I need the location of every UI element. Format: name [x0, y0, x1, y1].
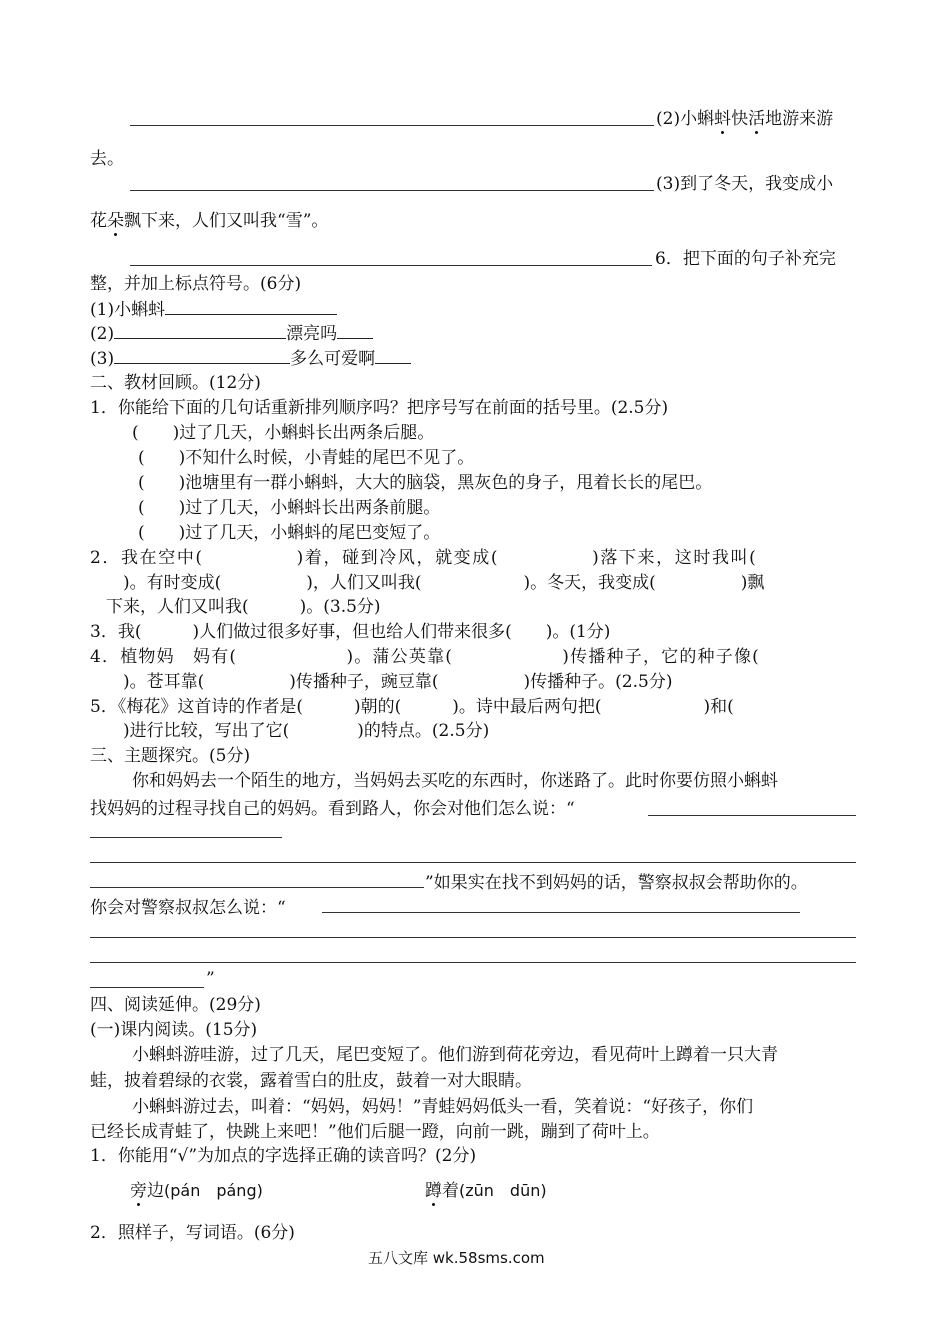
answer-line[interactable] — [90, 987, 204, 988]
dotted-char: 旁 — [130, 1181, 147, 1201]
answer-line[interactable] — [90, 837, 282, 838]
q6-sentence-3 — [90, 347, 411, 370]
s2-q5-cont: )进行比较，写出了它( )的特点。(2.5分) — [106, 721, 490, 741]
s3-paragraph: ”如果实在找不到妈妈的话，警察叔叔会帮助你的。 — [425, 873, 808, 893]
sentence-text: (2) — [90, 324, 115, 344]
blank[interactable] — [165, 298, 337, 315]
item-label: (2) — [656, 109, 681, 129]
text: 地游来游 — [765, 109, 834, 129]
s4-q1: 1．你能用“√”为加点的字选择正确的读音吗？(2分) — [90, 1146, 477, 1166]
q6-sentence-1 — [90, 298, 337, 321]
q6-title-cont: 整，并加上标点符号。(6分) — [90, 274, 302, 294]
text: 快 — [731, 109, 749, 129]
answer-line[interactable] — [322, 912, 800, 913]
s2-q2: 2．我在空中( )着，碰到冷风，就变成( )落下来，这时我叫( — [90, 548, 758, 568]
s2-q1-option: ( )过了几天，小蝌蚪的尾巴变短了。 — [138, 523, 441, 543]
s2-q1-option: ( )过了几天，小蝌蚪长出两条后腿。 — [132, 423, 435, 443]
q6-sentence-2 — [90, 322, 373, 345]
dotted-char: 活 — [748, 109, 766, 129]
sentence-text: 多么可爱啊 — [290, 349, 376, 369]
s4-passage: 小蝌蚪游过去，叫着：“妈妈，妈妈！”青蛙妈妈低头一看，笑着说：“好孩子，你们 — [132, 1097, 754, 1117]
item-3: (3)到了冬天，我变成小 — [656, 174, 834, 194]
answer-line[interactable] — [648, 815, 856, 816]
item-3-cont — [90, 210, 328, 232]
section-4-title: 四、阅读延伸。(29分) — [90, 995, 261, 1015]
answer-line[interactable] — [90, 937, 856, 938]
s2-q2-cont: )。有时变成( )，人们又叫我( )。冬天，我变成( )飘 — [106, 573, 765, 593]
s4-q2: 2．照样子，写词语。(6分) — [90, 1223, 295, 1243]
dotted-char: 朵 — [107, 211, 124, 231]
sentence-text: 漂亮吗 — [286, 324, 338, 344]
s2-q4: 4．植物妈 妈有( )。蒲公英靠( )传播种子，它的种子像( — [90, 647, 760, 667]
answer-line[interactable] — [90, 887, 424, 888]
s2-q4-cont: )。苍耳靠( )传播种子，豌豆靠( )传播种子。(2.5分) — [106, 672, 673, 692]
s2-q1-option: ( )过了几天，小蝌蚪长出两条前腿。 — [138, 498, 441, 518]
pinyin-choice-1[interactable] — [130, 1180, 263, 1202]
s3-paragraph: 你和妈妈去一个陌生的地方，当妈妈去买吃的东西时，你迷路了。此时你要仿照小蝌蚪 — [132, 771, 778, 791]
dotted-char: 蚪 — [714, 109, 732, 129]
section-2-title: 二、教材回顾。(12分) — [90, 373, 261, 393]
answer-line[interactable] — [90, 962, 856, 963]
pinyin-options: (zūn dūn) — [459, 1181, 547, 1200]
q6-title: 6．把下面的句子补充完 — [655, 249, 836, 269]
footer-watermark: 五八文库 wk.58sms.com — [368, 1249, 545, 1267]
s4-passage: 已经长成青蛙了，快跳上来吧！”他们后腿一蹬，向前一跳，蹦到了荷叶上。 — [90, 1122, 660, 1142]
blank[interactable] — [114, 322, 286, 339]
answer-line[interactable] — [90, 862, 856, 863]
s4-passage: 蛙，披着碧绿的衣裳，露着雪白的肚皮，鼓着一对大眼睛。 — [90, 1071, 532, 1091]
answer-line — [130, 265, 652, 266]
answer-line — [130, 190, 654, 191]
s2-q1-option: ( )池塘里有一群小蝌蚪，大大的脑袋，黑灰色的身子，甩着长长的尾巴。 — [138, 473, 713, 493]
sentence-text: (1)小蝌蚪 — [90, 300, 166, 320]
dotted-char: 蹲 — [425, 1181, 442, 1201]
text: 着 — [442, 1181, 459, 1201]
text: 小蝌 — [680, 109, 715, 129]
blank[interactable] — [375, 347, 411, 364]
text: 花 — [90, 211, 107, 231]
sentence-text: (3) — [90, 349, 115, 369]
text: 飘下来，人们又叫我“雪”。 — [124, 211, 329, 231]
section-3-title: 三、主题探究。(5分) — [90, 746, 251, 766]
s2-q5: 5．《梅花》这首诗的作者是( )朝的( )。诗中最后两句把( )和( — [90, 697, 734, 717]
item-2-cont: 去。 — [90, 149, 124, 169]
answer-line — [130, 125, 654, 126]
s2-q2-cont: 下来，人们又叫我( )。(3.5分) — [106, 597, 381, 617]
s3-paragraph: 找妈妈的过程寻找自己的妈妈。看到路人，你会对他们怎么说：“ — [90, 799, 575, 819]
pinyin-choice-2[interactable] — [425, 1180, 547, 1202]
s2-q1: 1．你能给下面的几句话重新排列顺序吗？把序号写在前面的括号里。(2.5分) — [90, 398, 669, 418]
s3-close-quote: ” — [206, 969, 215, 989]
s3-paragraph: 你会对警察叔叔怎么说：“ — [90, 898, 286, 918]
pinyin-options: (pán páng) — [164, 1181, 263, 1200]
blank[interactable] — [337, 322, 373, 339]
blank[interactable] — [114, 347, 290, 364]
item-2 — [656, 108, 833, 130]
s4-sub-title: (一)课内阅读。(15分) — [90, 1020, 258, 1040]
s2-q3: 3．我( )人们做过很多好事，但也给人们带来很多( )。(1分) — [90, 622, 611, 642]
s2-q1-option: ( )不知什么时候，小青蛙的尾巴不见了。 — [138, 448, 475, 468]
s4-passage: 小蝌蚪游哇游，过了几天，尾巴变短了。他们游到荷花旁边，看见荷叶上蹲着一只大青 — [132, 1045, 778, 1065]
text: 边 — [147, 1181, 164, 1201]
